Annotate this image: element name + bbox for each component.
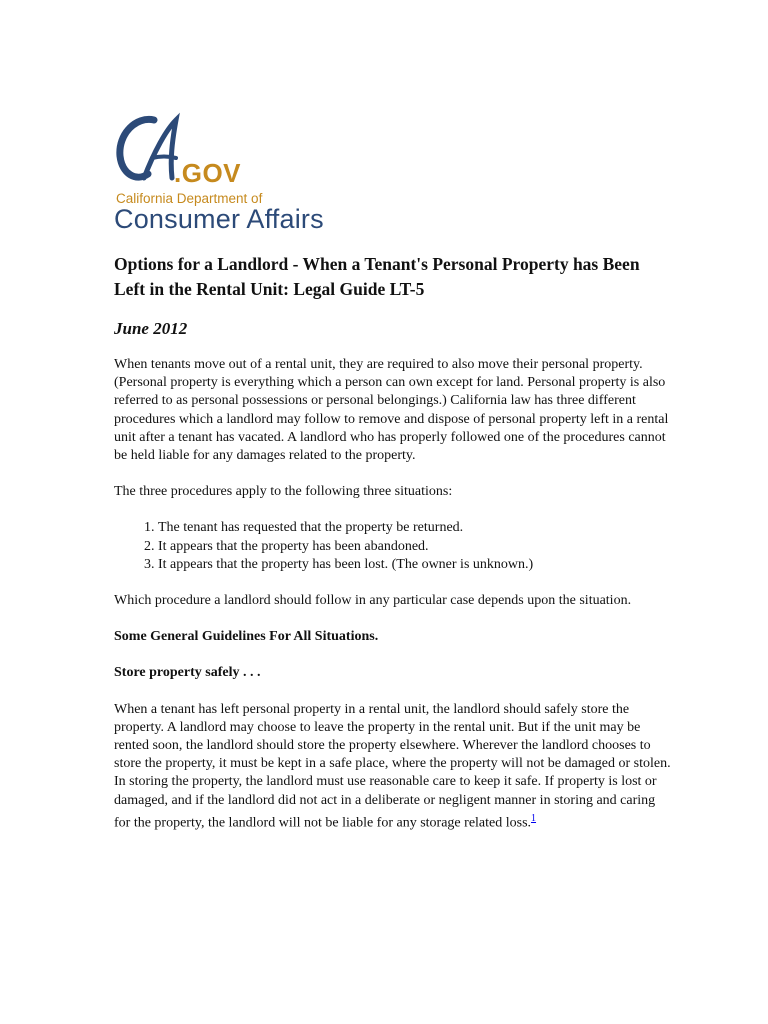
situations-list — [114, 519, 674, 574]
list-item: 3. It appears that the property has been lost. (The owner is unknown.) — [158, 556, 674, 574]
document-page — [114, 112, 674, 833]
logo-department-line: California Department of — [116, 191, 263, 206]
ca-gov-dca-logo — [114, 112, 674, 244]
document-date: June 2012 — [114, 319, 188, 338]
list-item: 2. It appears that the property has been abandoned. — [158, 538, 674, 556]
store-property-heading: Store property safely . . . — [114, 665, 261, 681]
situations-intro: The three procedures apply to the following three situations: — [114, 484, 453, 500]
logo-gov-text: .GOV — [174, 158, 242, 188]
store-property-paragraph — [114, 701, 674, 833]
store-property-text: When a tenant has left personal property in a rental unit, the landlord should safely store the property. A landlord may choose to leave the property in the rental unit. But if the unit may be rented soon, the landlord should store the property elsewhere. Wherever the landlord chooses to store the property, it must be kept in a safe place, where the property will not be damaged or stolen. In storing the property, the landlord must use reasonable care to keep it safe. If property is lost or damaged, and if the landlord did not act in a deliberate or negligent manner in storing and caring for the property, the landlord will not be liable for any storage related loss. — [114, 701, 671, 831]
list-item: 1. The tenant has requested that the property be returned. — [158, 519, 674, 537]
footnote-link[interactable]: 1 — [531, 812, 537, 824]
guidelines-heading: Some General Guidelines For All Situations. — [114, 629, 379, 645]
intro-paragraph: When tenants move out of a rental unit, they are required to also move their personal property. (Personal property is everything which a person can own except for land. Personal property is also referred to as personal possessions or personal belongings.) California law has three different procedures which a landlord may follow to remove and dispose of personal property left in a rental unit after a tenant has vacated. A landlord who has properly followed one of the procedures cannot be held liable for any damages related to the property. — [114, 357, 669, 464]
procedure-paragraph: Which procedure a landlord should follow in any particular case depends upon the situation. — [114, 593, 632, 609]
document-title: Options for a Landlord - When a Tenant's Personal Property has Been Left in the Rental Unit: Legal Guide LT-5 — [114, 254, 640, 299]
logo-agency-name: Consumer Affairs — [114, 204, 324, 234]
